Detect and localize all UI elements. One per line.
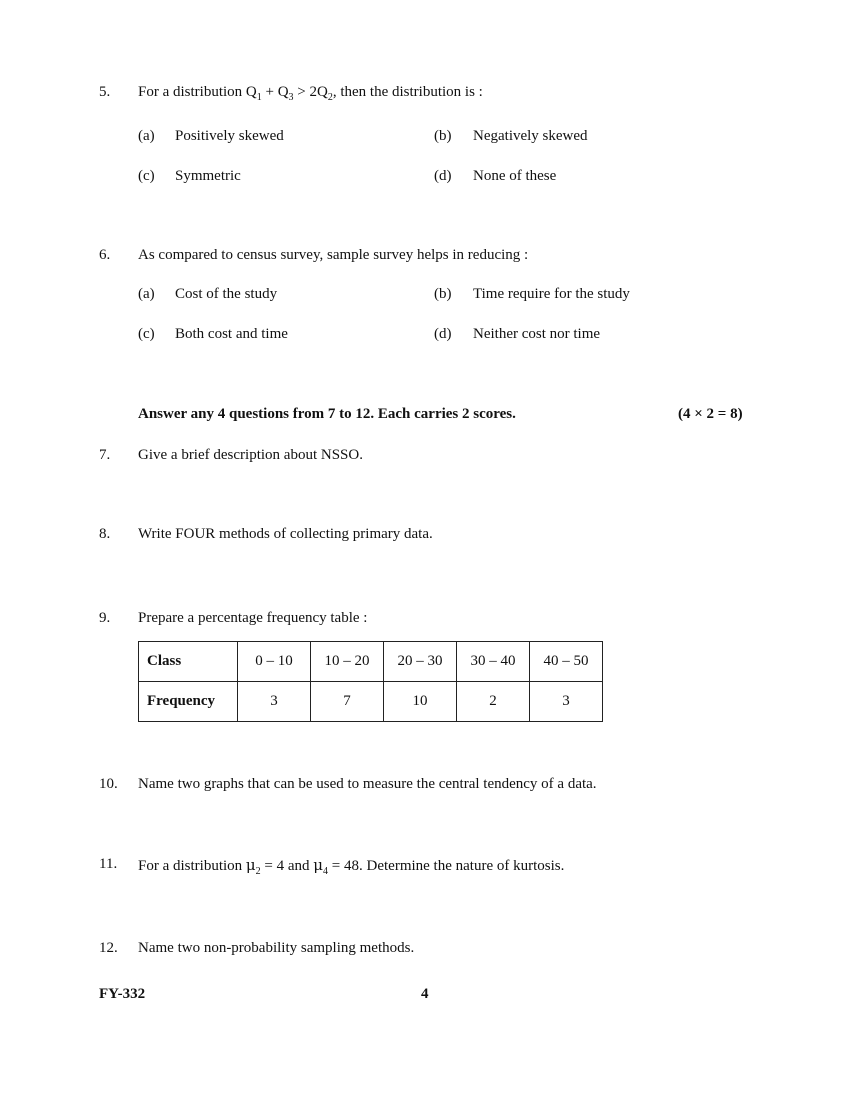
question-7-text: Give a brief description about NSSO. <box>138 447 363 463</box>
table-header-frequency: Frequency <box>139 682 238 722</box>
q5-option-a-text: Positively skewed <box>175 128 284 144</box>
table-cell-class: 30 – 40 <box>457 642 530 682</box>
q5-option-d-text: None of these <box>473 168 557 184</box>
q5-option-a-label: (a) <box>138 128 155 144</box>
q5-option-b-text: Negatively skewed <box>473 128 588 144</box>
q5-option-c-text: Symmetric <box>175 168 241 184</box>
question-9-text: Prepare a percentage frequency table : <box>138 610 368 626</box>
table-row-class <box>139 642 603 682</box>
question-12-text: Name two non-probability sampling methods. <box>138 940 415 956</box>
q5-option-c-label: (c) <box>138 168 155 184</box>
table-cell-frequency: 10 <box>384 682 457 722</box>
question-9-number: 9. <box>99 610 111 626</box>
q6-option-d-label: (d) <box>434 326 452 342</box>
frequency-table <box>138 641 603 722</box>
q5-option-b-label: (b) <box>434 128 452 144</box>
table-row-frequency <box>139 682 603 722</box>
question-8-number: 8. <box>99 526 111 542</box>
section-marks: (4 × 2 = 8) <box>678 406 743 422</box>
table-cell-class: 20 – 30 <box>384 642 457 682</box>
q6-option-b-text: Time require for the study <box>473 286 630 302</box>
question-10-text: Name two graphs that can be used to measure the central tendency of a data. <box>138 776 597 792</box>
q5-option-d-label: (d) <box>434 168 452 184</box>
q6-option-c-label: (c) <box>138 326 155 342</box>
question-8-text: Write FOUR methods of collecting primary data. <box>138 526 433 542</box>
table-header-class: Class <box>139 642 238 682</box>
question-11-number: 11. <box>99 856 118 872</box>
footer-paper-code: FY-332 <box>99 986 146 1002</box>
question-12-number: 12. <box>99 940 118 956</box>
table-cell-class: 40 – 50 <box>530 642 603 682</box>
table-cell-class: 0 – 10 <box>238 642 311 682</box>
table-cell-frequency: 3 <box>530 682 603 722</box>
table-cell-frequency: 3 <box>238 682 311 722</box>
footer-page-number: 4 <box>421 986 429 1002</box>
question-5-text: For a distribution $Q_1 + Q_3 > 2Q_2$, then the distribution is : <box>138 84 483 103</box>
q6-option-d-text: Neither cost nor time <box>473 326 601 342</box>
question-5-number: 5. <box>99 84 111 100</box>
question-11-text: For a distribution $\mu_2 = 4$ and $\mu_4 = 48$. Determine the nature of kurtosis. <box>138 856 565 877</box>
question-6-number: 6. <box>99 247 111 263</box>
q6-option-c-text: Both cost and time <box>175 326 288 342</box>
table-cell-class: 10 – 20 <box>311 642 384 682</box>
section-instruction: Answer any 4 questions from 7 to 12. Each carries 2 scores. <box>138 406 516 422</box>
question-6-text: As compared to census survey, sample survey helps in reducing : <box>138 247 529 263</box>
question-7-number: 7. <box>99 447 111 463</box>
q6-option-b-label: (b) <box>434 286 452 302</box>
q6-option-a-text: Cost of the study <box>175 286 278 302</box>
q6-option-a-label: (a) <box>138 286 155 302</box>
table-cell-frequency: 2 <box>457 682 530 722</box>
question-10-number: 10. <box>99 776 118 792</box>
table-cell-frequency: 7 <box>311 682 384 722</box>
